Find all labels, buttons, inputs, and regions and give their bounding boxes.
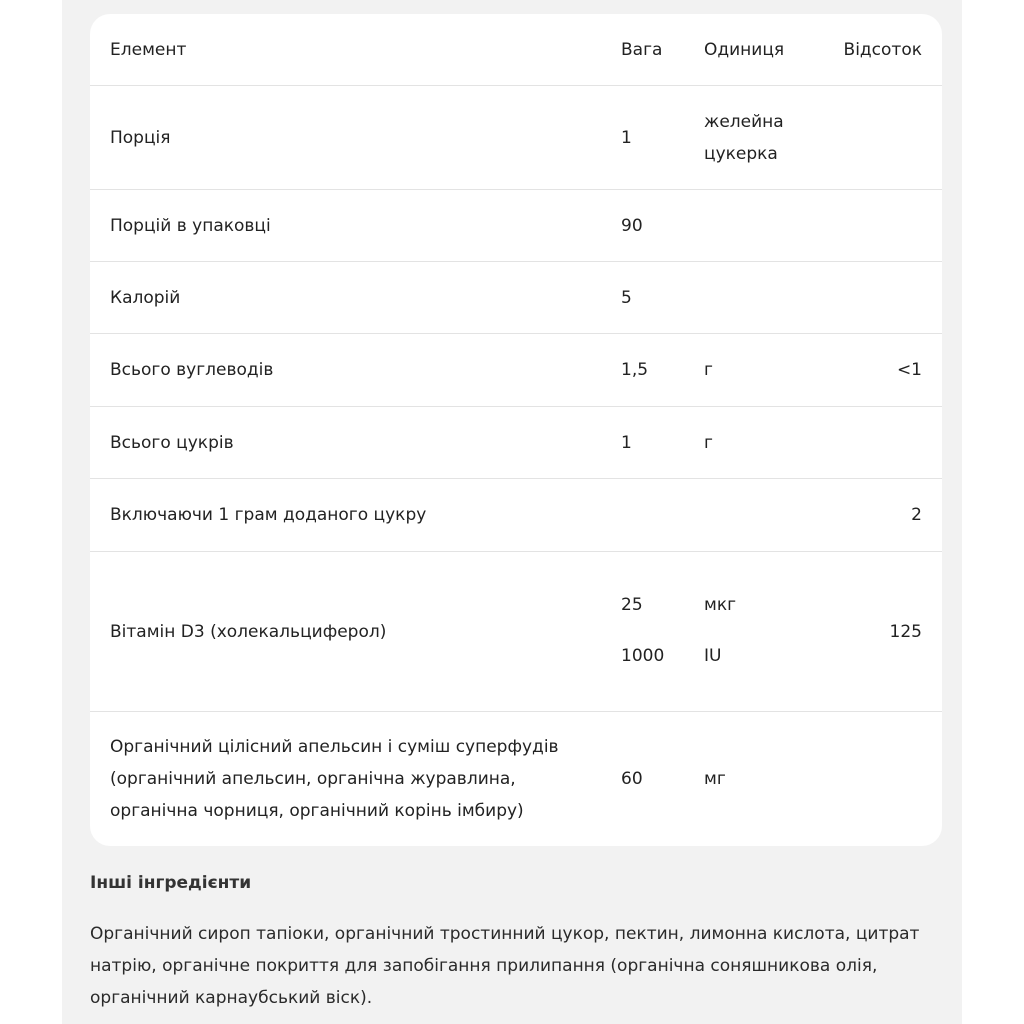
row-unit: г [704,432,713,453]
row-element: Всього цукрів [110,432,234,453]
row-weight: 5 [621,287,632,308]
row-element: Порцій в упаковці [110,215,271,236]
table-row [90,407,942,479]
row-weight: 1 [621,432,632,453]
row-percent: 125 [889,621,922,642]
header-weight: Вага [621,39,663,60]
table-row [90,334,942,407]
row-weight: 1,5 [621,360,649,380]
table-row [90,86,942,190]
table-row [90,479,942,552]
table-row [90,262,942,334]
table-row [90,552,942,712]
row-weight: 60 [621,769,643,789]
header-percent: Відсоток [843,39,922,60]
other-ingredients-heading: Інші інгредієнти [90,873,252,893]
header-element: Елемент [110,39,187,60]
row-weight: 25 [621,595,643,615]
row-unit: мг [704,769,726,789]
row-weight: 90 [621,215,643,236]
row-percent: 2 [911,505,922,525]
row-element: Калорій [110,287,181,308]
row-weight: 1 [621,127,632,148]
row-unit: желейна цукерка [704,111,784,164]
other-ingredients-text: Органічний сироп тапіоки, органічний тростинний цукор, пектин, лимонна кислота, цитрат натрію, органічне покриття для запобігання прилипання (органічна соняшникова олія, органічний карнаубський віск). [90,924,920,1008]
row-element: Включаючи 1 грам доданого цукру [110,505,427,525]
header-unit: Одиниця [704,39,785,60]
table-header-row [90,14,942,86]
row-element: Всього вуглеводів [110,360,274,380]
row-element: Органічний цілісний апельсин і суміш суперфудів (органічний апельсин, органічна журавлина, органічна чорниця, органічний корінь імбиру) [110,737,559,821]
row-element: Вітамін D3 (холекальциферол) [110,621,387,642]
row-unit: мкг [704,595,737,615]
nutrition-table [90,14,942,846]
row-unit-secondary: IU [704,646,722,666]
row-element: Порція [110,127,171,148]
table-row [90,712,942,846]
row-percent: <1 [896,360,922,380]
table-row [90,190,942,262]
row-unit: г [704,360,713,380]
row-weight-secondary: 1000 [621,646,665,666]
